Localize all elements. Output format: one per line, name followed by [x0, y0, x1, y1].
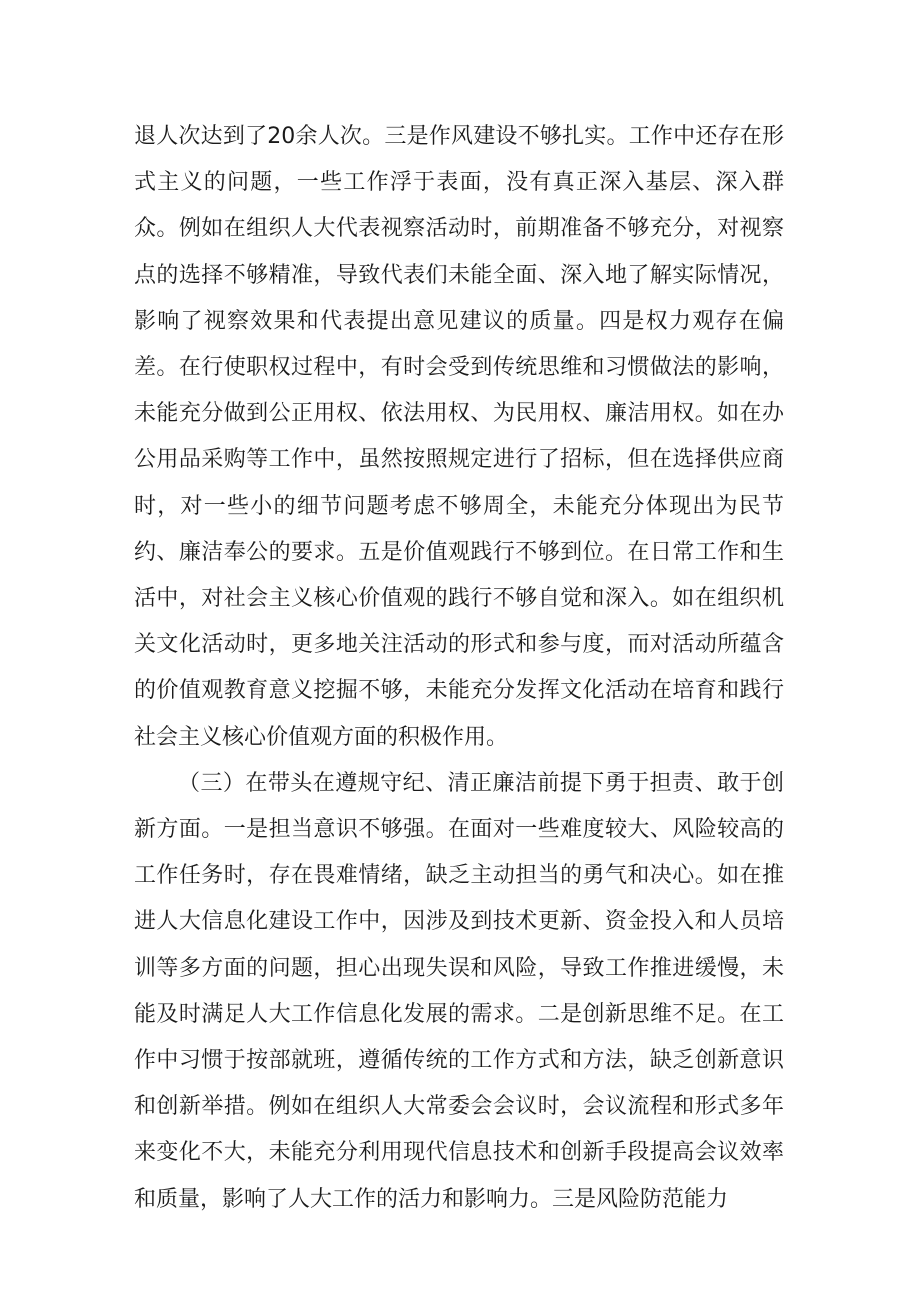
paragraph-continuation: 退人次达到了20余人次。三是作风建设不够扎实。工作中还存在形式主义的问题，一些工作浮于表面，没有真正深入基层、深入群众。例如在组织人大代表视察活动时，前期准备不够充分，对视察点的选择不够精准，导致代表们未能全面、深入地了解实际情况，影响了视察效果和代表提出意见建议的质量。四是权力观存在偏差。在行使职权过程中，有时会受到传统思维和习惯做法的影响，未能充分做到公正用权、依法用权、为民用权、廉洁用权。如在办公用品采购等工作中，虽然按照规定进行了招标，但在选择供应商时，对一些小的细节问题考虑不够周全，未能充分体现出为民节约、廉洁奉公的要求。五是价值观践行不够到位。在日常工作和生活中，对社会主义核心价值观的践行不够自觉和深入。如在组织机关文化活动时，更多地关注活动的形式和参与度，而对活动所蕴含的价值观教育意义挖掘不够，未能充分发挥文化活动在培育和践行社会主义核心价值观方面的积极作用。: [134, 124, 784, 750]
document-body: [134, 114, 784, 1223]
paragraph-section-three: （三）在带头在遵规守纪、清正廉洁前提下勇于担责、敢于创新方面。一是担当意识不够强。在面对一些难度较大、风险较高的工作任务时，存在畏难情绪，缺乏主动担当的勇气和决心。如在推进人大信息化建设工作中，因涉及到技术更新、资金投入和人员培训等多方面的问题，担心出现失误和风险，导致工作推进缓慢，未能及时满足人大工作信息化发展的需求。二是创新思维不足。在工作中习惯于按部就班，遵循传统的工作方式和方法，缺乏创新意识和创新举措。例如在组织人大常委会会议时，会议流程和形式多年来变化不大，未能充分利用现代信息技术和创新手段提高会议效率和质量，影响了人大工作的活力和影响力。三是风险防范能力: [134, 770, 784, 1212]
